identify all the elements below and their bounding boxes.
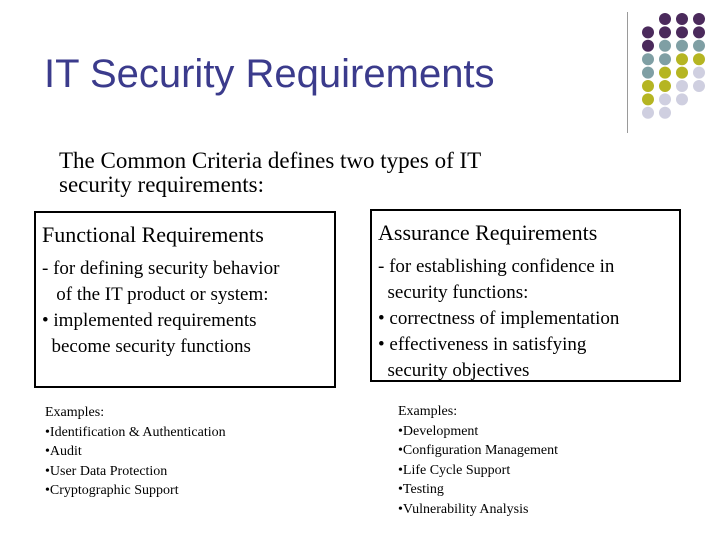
decorative-dot [642,80,654,92]
intro-line-1: The Common Criteria defines two types of IT [59,148,482,173]
functional-example-item: •Audit [45,444,82,459]
assurance-example-item: •Testing [398,482,444,497]
assurance-requirements-heading: Assurance Requirements [378,220,598,245]
assurance-example-item: •Development [398,423,479,439]
assurance-line: • correctness of implementation [378,308,620,329]
assurance-line: security objectives [378,360,530,381]
decorative-dot [693,80,705,92]
decorative-dot [659,80,671,92]
functional-example-item: •User Data Protection [45,463,168,479]
decorative-dot [659,67,671,79]
functional-line: become security functions [42,336,251,357]
functional-example-item: •Identification & Authentication [45,424,226,440]
decorative-dot [659,13,671,25]
decorative-divider [627,12,628,133]
decorative-dot [642,67,654,79]
decorative-dot [642,107,654,119]
assurance-requirements-box [370,209,681,382]
functional-requirements-heading: Functional Requirements [42,222,264,247]
assurance-examples-heading: Examples: [398,404,458,419]
functional-examples [45,403,226,501]
decorative-dot [642,53,654,65]
intro-text [59,149,619,197]
decorative-dot [659,93,671,105]
decorative-dot [676,93,688,105]
decorative-dot [659,107,671,119]
decorative-dot [676,13,688,25]
assurance-line: - for establishing confidence in [378,256,615,277]
assurance-examples [398,402,558,519]
functional-requirements-box [34,211,336,388]
decorative-dot [642,26,654,38]
assurance-example-item: •Vulnerability Analysis [398,501,529,517]
assurance-line: security functions: [378,282,529,303]
decorative-dot [659,40,671,52]
decorative-dot [659,26,671,38]
decorative-dot [693,53,705,65]
decorative-dot [693,67,705,79]
intro-line-2: security requirements: [59,172,265,197]
assurance-line: • effectiveness in satisfying [378,334,587,355]
functional-line: - for defining security behavior [42,258,280,279]
functional-requirements-body [42,256,279,360]
decorative-dot-grid [640,13,716,119]
decorative-dot [676,67,688,79]
decorative-dot [693,26,705,38]
decorative-dot [676,40,688,52]
assurance-requirements-body [378,254,619,384]
functional-line: of the IT product or system: [42,284,269,305]
assurance-example-item: •Configuration Management [398,443,559,458]
decorative-dot [676,53,688,65]
decorative-dot [659,53,671,65]
decorative-dot [676,26,688,38]
decorative-dot [642,93,654,105]
assurance-example-item: •Life Cycle Support [398,462,511,478]
decorative-dot [693,13,705,25]
functional-example-item: •Cryptographic Support [45,483,179,498]
functional-examples-heading: Examples: [45,405,105,420]
decorative-dot [676,80,688,92]
slide-title: IT Security Requirements [44,52,495,96]
decorative-dot [693,40,705,52]
decorative-dot [642,40,654,52]
functional-line: • implemented requirements [42,310,257,331]
